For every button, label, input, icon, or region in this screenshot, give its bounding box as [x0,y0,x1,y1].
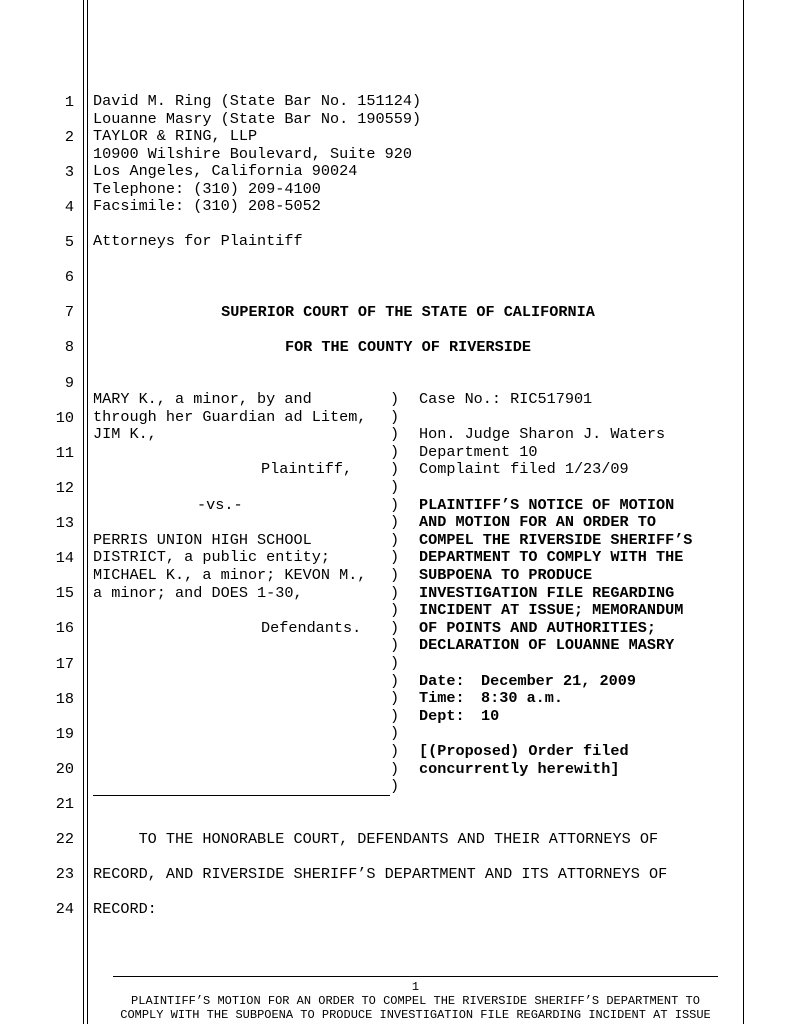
document-title-line: INVESTIGATION FILE REGARDING [419,583,675,602]
defendant-line: a minor; and DOES 1-30, [93,583,303,602]
document-title-line: INCIDENT AT ISSUE; MEMORANDUM [419,601,684,620]
paren: ) [390,390,400,408]
page-number: 1 [411,980,420,994]
hearing-date-value: December 21, 2009 [481,671,636,690]
line-number: 21 [55,795,74,813]
line-number: 2 [64,128,74,146]
line-number: 5 [64,233,74,251]
hearing-dept-value: 10 [481,706,500,725]
line-number: 19 [55,725,74,743]
paren: ) [390,530,400,549]
line-number: 18 [55,690,74,708]
plaintiff-role: Plaintiff, [261,460,353,479]
line-number: 8 [64,338,74,356]
attorney-line: David M. Ring (State Bar No. 151124) [93,92,422,110]
line-number: 13 [55,514,74,532]
line-number: 9 [64,374,74,392]
document-title-line: SUBPOENA TO PRODUCE [419,566,593,584]
case-number: Case No.: RIC517901 [419,390,593,408]
paren: ) [390,654,400,672]
line-number: 3 [64,163,74,181]
document-title-line: AND MOTION FOR AN ORDER TO [419,513,656,532]
court-name: SUPERIOR COURT OF THE STATE OF CALIFORNIA [221,303,595,321]
paren: ) [390,495,400,514]
right-margin-rule [743,0,744,1024]
attorney-line: 10900 Wilshire Boulevard, Suite 920 [93,144,412,163]
paren: ) [390,759,400,778]
line-number: 6 [64,268,74,286]
line-number: 11 [55,444,74,462]
plaintiff-line: JIM K., [93,425,157,444]
document-title-line: PLAINTIFF’S NOTICE OF MOTION [419,495,675,514]
paren: ) [390,513,400,532]
footer-title-line: PLAINTIFF’S MOTION FOR AN ORDER TO COMPEL THE RIVERSIDE SHERIFF’S DEPARTMENT TO [131,994,700,1008]
proposed-order-line: [(Proposed) Order filed [419,742,629,760]
document-title-line: COMPEL THE RIVERSIDE SHERIFF’S [419,530,693,549]
department: Department 10 [419,442,538,461]
body-line: RECORD, AND RIVERSIDE SHERIFF’S DEPARTMENT AND ITS ATTORNEYS OF [93,865,668,883]
paren: ) [390,724,400,743]
paren: ) [390,407,400,426]
line-number: 12 [55,479,74,497]
paren: ) [390,566,400,584]
document-title-line: DECLARATION OF LOUANNE MASRY [419,636,675,655]
paren: ) [390,442,400,461]
line-number: 7 [64,303,74,321]
line-number: 4 [64,198,74,216]
attorney-line: TAYLOR & RING, LLP [93,127,258,145]
defendant-line: DISTRICT, a public entity; [93,548,330,567]
defendant-line: PERRIS UNION HIGH SCHOOL [93,530,312,549]
line-number: 22 [55,830,74,848]
paren: ) [390,671,400,690]
paren: ) [390,425,400,444]
versus: -vs.- [197,495,243,514]
paren: ) [390,777,400,796]
attorneys-for: Attorneys for Plaintiff [93,232,303,250]
footer-rule [113,976,718,977]
line-number: 17 [55,655,74,673]
line-number: 1 [64,93,74,111]
paren: ) [390,742,400,760]
paren: ) [390,548,400,567]
plaintiff-line: through her Guardian ad Litem, [93,407,367,426]
line-number: 20 [55,760,74,778]
attorney-line: Louanne Masry (State Bar No. 190559) [93,109,422,128]
hearing-time-value: 8:30 a.m. [481,689,564,708]
paren: ) [390,706,400,725]
paren: ) [390,478,400,496]
defendant-line: MICHAEL K., a minor; KEVON M., [93,566,367,584]
document-title-line: OF POINTS AND AUTHORITIES; [419,618,656,637]
left-margin-rule-outer [83,0,84,1024]
judge: Hon. Judge Sharon J. Waters [419,425,666,444]
attorney-line: Los Angeles, California 90024 [93,162,358,180]
left-margin-rule-inner [87,0,88,1024]
proposed-order-line: concurrently herewith] [419,759,620,778]
caption-underline [93,795,390,796]
footer-title-line: COMPLY WITH THE SUBPOENA TO PRODUCE INVESTIGATION FILE REGARDING INCIDENT AT ISSUE [120,1008,711,1022]
plaintiff-line: MARY K., a minor, by and [93,390,312,408]
line-number: 10 [55,409,74,427]
line-number: 16 [55,619,74,637]
line-number: 14 [55,549,74,567]
paren: ) [390,583,400,602]
paren: ) [390,689,400,708]
complaint-filed: Complaint filed 1/23/09 [419,460,629,479]
document-title-line: DEPARTMENT TO COMPLY WITH THE [419,548,684,567]
attorney-line: Telephone: (310) 209-4100 [93,179,321,198]
line-number: 24 [55,900,74,918]
defendants-role: Defendants. [261,618,362,637]
body-line: TO THE HONORABLE COURT, DEFENDANTS AND THEIR ATTORNEYS OF [93,830,659,848]
hearing-dept-label: Dept: [419,706,465,725]
hearing-date-label: Date: [419,671,465,690]
court-county: FOR THE COUNTY OF RIVERSIDE [284,338,532,356]
paren: ) [390,460,400,479]
body-line: RECORD: [93,900,157,918]
line-number: 15 [55,584,74,602]
paren: ) [390,601,400,620]
paren: ) [390,618,400,637]
paren: ) [390,636,400,655]
hearing-time-label: Time: [419,689,465,708]
line-number: 23 [55,865,74,883]
attorney-line: Facsimile: (310) 208-5052 [93,197,321,215]
